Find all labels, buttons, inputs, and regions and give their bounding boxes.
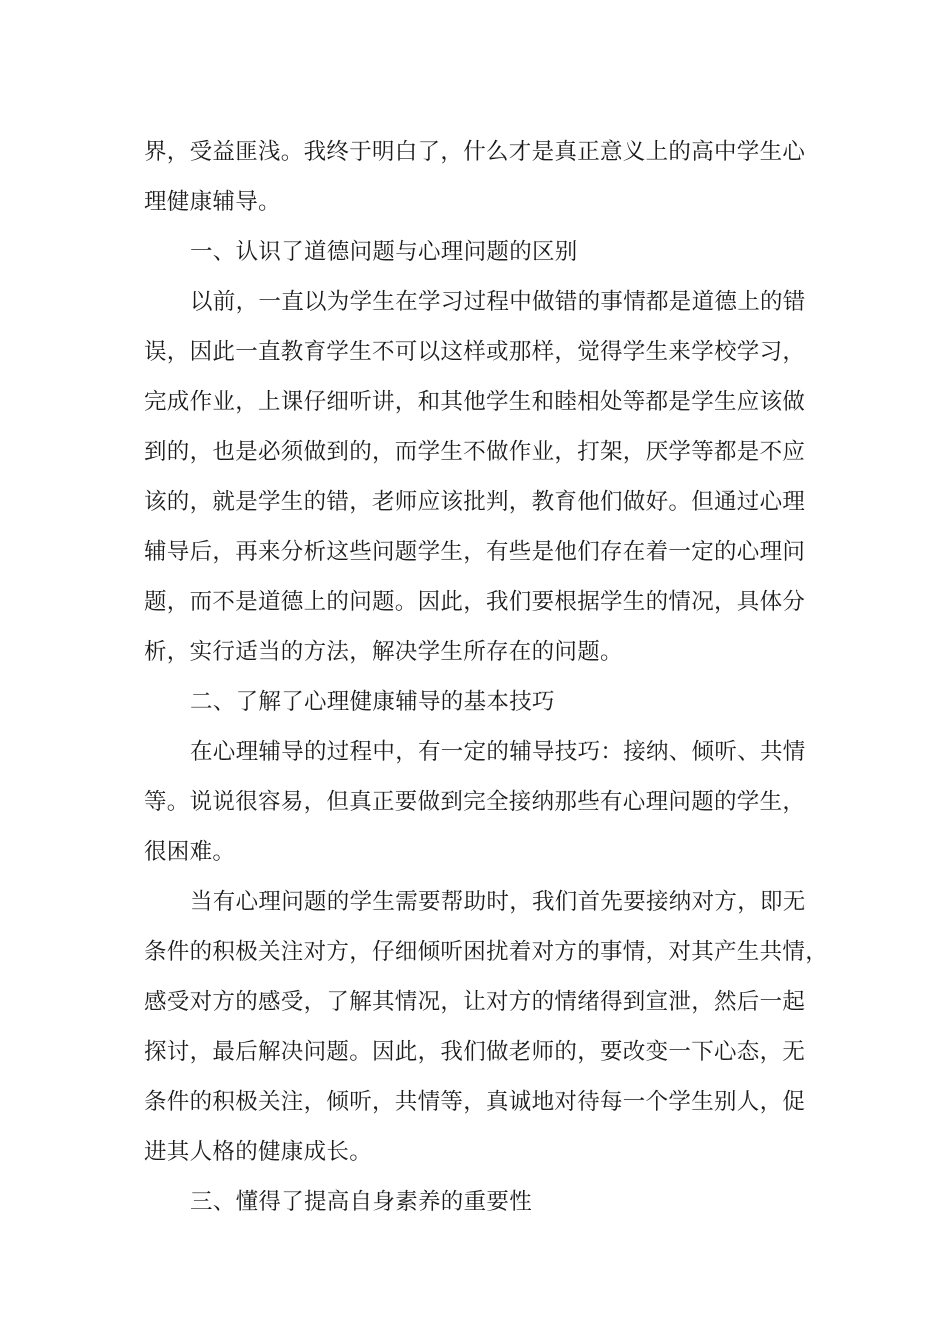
paragraph-line: 等。说说很容易，但真正要做到完全接纳那些有心理问题的学生， <box>144 789 806 815</box>
paragraph-line: 辅导后，再来分析这些问题学生，有些是他们存在着一定的心理问 <box>144 539 806 565</box>
paragraph-line: 该的，就是学生的错，老师应该批判，教育他们做好。但通过心理 <box>144 489 806 515</box>
section-heading-1: 一、认识了道德问题与心理问题的区别 <box>190 239 578 265</box>
paragraph-line: 进其人格的健康成长。 <box>144 1139 373 1165</box>
paragraph-line: 理健康辅导。 <box>144 189 281 215</box>
paragraph-line: 题，而不是道德上的问题。因此，我们要根据学生的情况，具体分 <box>144 589 806 615</box>
paragraph-line: 感受对方的感受，了解其情况，让对方的情绪得到宣泄，然后一起 <box>144 989 806 1015</box>
paragraph-line: 在心理辅导的过程中，有一定的辅导技巧：接纳、倾听、共情 <box>190 739 806 765</box>
section-heading-2: 二、了解了心理健康辅导的基本技巧 <box>190 689 555 715</box>
paragraph-line: 条件的积极关注对方，仔细倾听困扰着对方的事情，对其产生共情， <box>144 939 829 965</box>
paragraph-line: 以前，一直以为学生在学习过程中做错的事情都是道德上的错 <box>190 289 806 315</box>
paragraph-line: 界，受益匪浅。我终于明白了，什么才是真正意义上的高中学生心 <box>144 139 806 165</box>
paragraph-line: 误，因此一直教育学生不可以这样或那样，觉得学生来学校学习， <box>144 339 806 365</box>
paragraph-line: 完成作业，上课仔细听讲，和其他学生和睦相处等都是学生应该做 <box>144 389 806 415</box>
paragraph-line: 很困难。 <box>144 839 236 865</box>
paragraph-line: 条件的积极关注，倾听，共情等，真诚地对待每一个学生别人，促 <box>144 1089 806 1115</box>
paragraph-line: 到的，也是必须做到的，而学生不做作业，打架，厌学等都是不应 <box>144 439 806 465</box>
paragraph-line: 析，实行适当的方法，解决学生所存在的问题。 <box>144 639 623 665</box>
paragraph-line: 当有心理问题的学生需要帮助时，我们首先要接纳对方，即无 <box>190 889 806 915</box>
paragraph-line: 探讨，最后解决问题。因此，我们做老师的，要改变一下心态，无 <box>144 1039 806 1065</box>
section-heading-3: 三、懂得了提高自身素养的重要性 <box>190 1189 533 1215</box>
